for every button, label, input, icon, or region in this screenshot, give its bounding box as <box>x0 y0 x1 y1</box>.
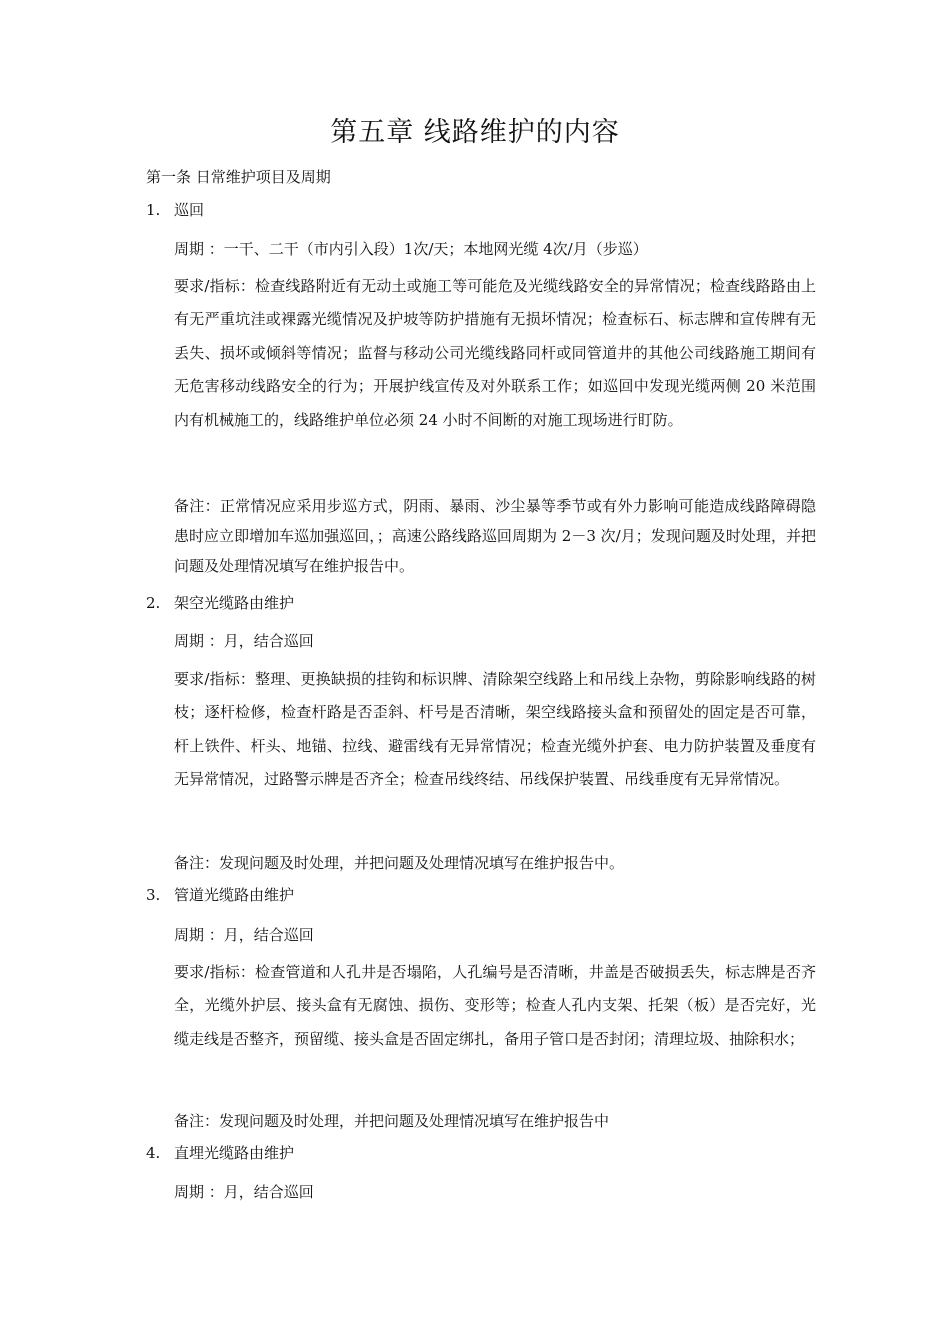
item-4-label: 直埋光缆路由维护 <box>174 1144 295 1162</box>
item-1-note: 备注：正常情况应采用步巡方式，阴雨、暴雨、沙尘暴等季节或有外力影响可能造成线路障碍隐患时应立即增加车巡加强巡回，；高速公路线路巡回周期为 2－3 次/月；发现问题及时处理，并把问题及处理情况填写在维护报告中。 <box>174 497 816 575</box>
item-1-requirement: 要求/指标：检查线路附近有无动土或施工等可能危及光缆线路安全的异常情况；检查线路路由上有无严重坑洼或裸露光缆情况及护坡等防护措施有无损坏情况；检查标石、标志牌和宣传牌有无丢失、损坏或倾斜等情况；监督与移动公司光缆线路同杆或同管道井的其他公司线路施工期间有无危害移动线路安全的行为；开展护线宣传及对外联系工作；如巡回中发现光缆两侧 20 米范围内有机械施工的，线路维护单位必须 24 小时不间断的对施工现场进行盯防。 <box>174 277 816 429</box>
chapter-title: 第五章 线路维护的内容 <box>330 117 620 148</box>
item-1-number: 1. <box>146 201 161 219</box>
article-heading: 第一条 日常维护项目及周期 <box>146 168 331 186</box>
item-3-note: 备注：发现问题及时处理，并把问题及处理情况填写在维护报告中 <box>174 1112 610 1130</box>
item-2-number: 2. <box>146 594 161 612</box>
item-3-period: 周期 ：月，结合巡回 <box>174 926 314 944</box>
item-2-note: 备注：发现问题及时处理，并把问题及处理情况填写在维护报告中。 <box>174 854 625 872</box>
item-4-number: 4. <box>146 1144 161 1162</box>
item-3-number: 3. <box>146 886 161 904</box>
item-1-period: 周期 ：一干、二干（市内引入段）1次/天；本地网光缆 4次/月（步巡） <box>174 240 648 258</box>
item-2-label: 架空光缆路由维护 <box>174 594 295 612</box>
item-2-requirement: 要求/指标：整理、更换缺损的挂钩和标识牌、清除架空线路上和吊线上杂物，剪除影响线路的树枝；逐杆检修，检查杆路是否歪斜、杆号是否清晰，架空线路接头盒和预留处的固定是否可靠，杆上铁件、杆头、地锚、拉线、避雷线有无异常情况；检查光缆外护套、电力防护装置及垂度有无异常情况，过路警示牌是否齐全；检查吊线终结、吊线保护装置、吊线垂度有无异常情况。 <box>174 670 816 789</box>
item-2-period: 周期 ：月，结合巡回 <box>174 632 314 650</box>
item-4-period: 周期 ：月，结合巡回 <box>174 1183 314 1201</box>
item-3-requirement: 要求/指标：检查管道和人孔井是否塌陷，人孔编号是否清晰，井盖是否破损丢失，标志牌是否齐全，光缆外护层、接头盒有无腐蚀、损伤、变形等；检查人孔内支架、托架（板）是否完好，光缆走线是否整齐，预留缆、接头盒是否固定绑扎，备用子管口是否封闭；清理垃圾、抽除积水； <box>174 963 816 1048</box>
item-3-label: 管道光缆路由维护 <box>174 886 295 904</box>
item-1-label: 巡回 <box>174 201 205 219</box>
